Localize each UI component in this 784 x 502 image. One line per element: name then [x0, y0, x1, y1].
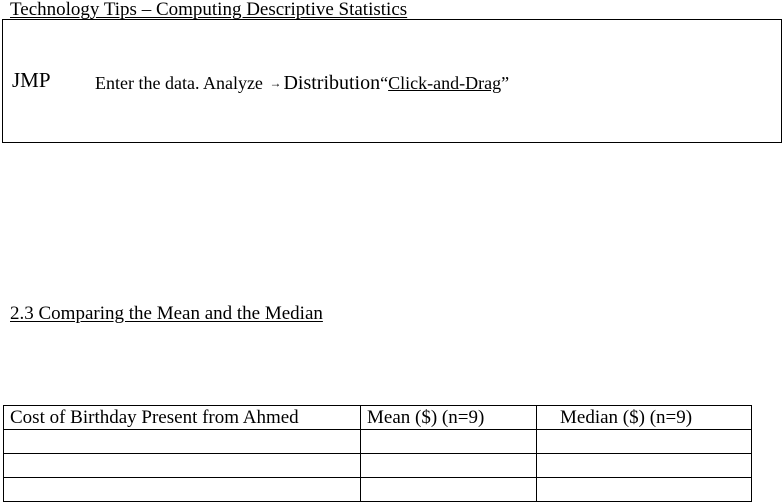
quote-close: ”: [501, 73, 510, 93]
header-mean: Mean ($) (n=9): [361, 406, 537, 430]
drag-instruction: Click-and-Drag: [388, 73, 502, 93]
header-cost: Cost of Birthday Present from Ahmed: [4, 406, 361, 430]
cell-median[interactable]: [537, 454, 752, 478]
cell-cost[interactable]: [4, 430, 361, 454]
cell-mean[interactable]: [361, 454, 537, 478]
instruction-text: [95, 73, 509, 93]
cell-cost[interactable]: [4, 478, 361, 502]
arrow-icon: →: [269, 76, 282, 90]
table-row: [4, 478, 752, 502]
menu-item-distribution: Distribution: [283, 72, 381, 94]
cell-median[interactable]: [537, 478, 752, 502]
cell-median[interactable]: [537, 430, 752, 454]
step-text: Enter the data. Analyze: [95, 73, 268, 93]
header-median: Median ($) (n=9): [537, 406, 752, 430]
cell-mean[interactable]: [361, 478, 537, 502]
cell-mean[interactable]: [361, 430, 537, 454]
table-header-row: [4, 406, 752, 430]
table-row: [4, 430, 752, 454]
software-label: JMP: [12, 68, 51, 92]
cell-cost[interactable]: [4, 454, 361, 478]
table-row: [4, 454, 752, 478]
stats-table: [3, 405, 752, 502]
quote-open: “: [380, 73, 389, 93]
tips-box: [2, 19, 782, 143]
section-title: 2.3 Comparing the Mean and the Median: [10, 303, 323, 324]
tips-title: Technology Tips – Computing Descriptive Statistics: [10, 0, 408, 20]
